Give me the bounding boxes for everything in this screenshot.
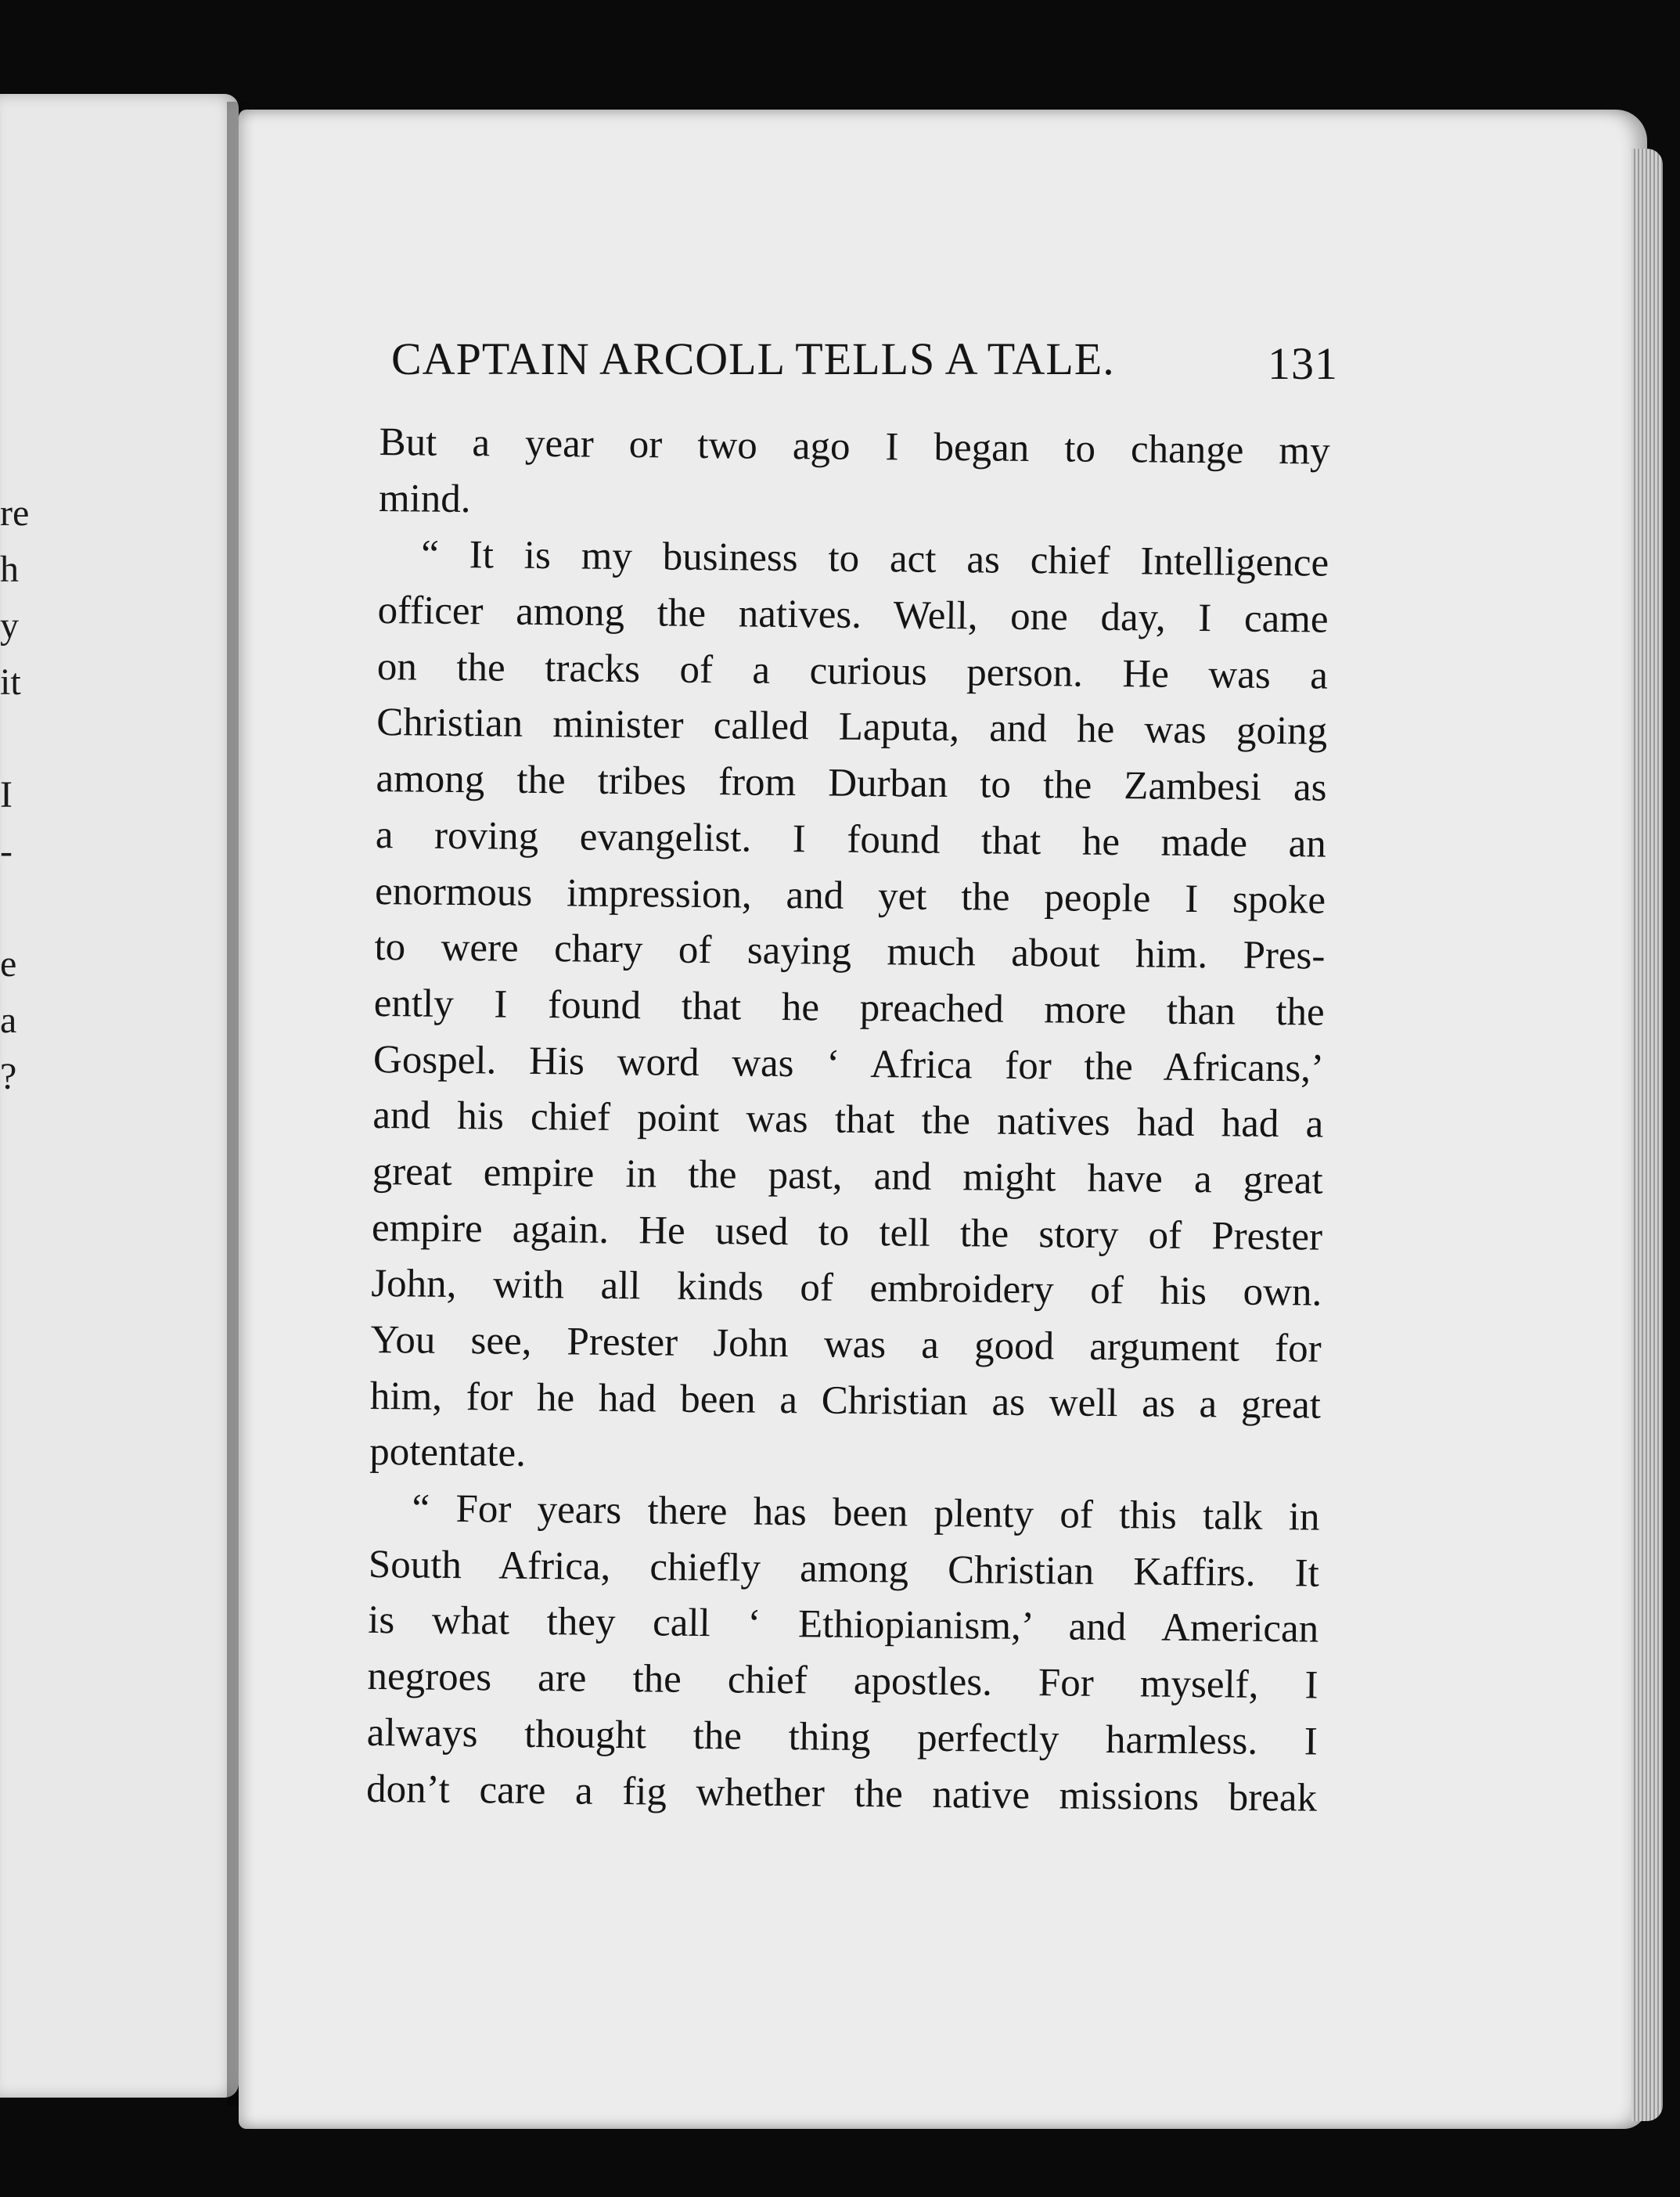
left-fragment: a xyxy=(0,999,17,1041)
text-line: “ For years there has been plenty of this talk in xyxy=(412,1486,1320,1540)
left-fragment: re xyxy=(0,492,30,534)
body-text xyxy=(366,415,1330,1827)
text-line: don’t care a fig whether the native missions break xyxy=(365,1767,1318,1821)
left-page-text-fragments xyxy=(0,485,31,1105)
left-fragment: y xyxy=(0,605,19,646)
left-fragment: I xyxy=(0,774,13,816)
paragraph xyxy=(369,527,1329,1489)
paragraph xyxy=(366,1481,1320,1827)
paragraph xyxy=(379,415,1330,536)
text-line: South Africa, chiefly among Christian Kaffirs. It xyxy=(368,1542,1320,1596)
text-line: Christian minister called Laputa, and he was going xyxy=(376,701,1328,755)
text-line: empire again. He used to tell the story of Prester xyxy=(371,1205,1323,1259)
left-fragment: it xyxy=(0,661,21,703)
text-line: to were chary of saying much about him. Pres- xyxy=(374,925,1326,978)
text-line: him, for he had been a Christian as well as a great xyxy=(369,1374,1322,1428)
page-edge-stack xyxy=(1631,149,1663,2121)
left-facing-page xyxy=(0,94,239,2098)
text-line: mind. xyxy=(378,476,471,521)
text-line: always thought the thing perfectly harmless. I xyxy=(366,1710,1318,1764)
text-line: Gospel. His word was ‘ Africa for the Africans,’ xyxy=(372,1037,1325,1091)
left-fragment: ? xyxy=(0,1056,17,1097)
text-line: enormous impression, and yet the people I spoke xyxy=(374,869,1326,923)
text-line: a roving evangelist. I found that he made an xyxy=(375,812,1327,866)
text-line: on the tracks of a curious person. He was a xyxy=(376,644,1329,698)
text-line: and his chief point was that the natives had had a xyxy=(372,1093,1324,1147)
left-fragment xyxy=(0,880,31,936)
text-line: ently I found that he preached more than the xyxy=(373,981,1325,1035)
text-line: negroes are the chief apostles. For myself, I xyxy=(367,1655,1318,1708)
text-line: among the tribes from Durban to the Zambesi as xyxy=(376,757,1327,810)
text-line: But a year or two ago I began to change my xyxy=(379,420,1330,474)
text-line: You see, Prester John was a good argument for xyxy=(370,1317,1322,1371)
text-line: officer among the natives. Well, one day, I came xyxy=(377,589,1329,642)
text-line: great empire in the past, and might have a great xyxy=(372,1149,1323,1203)
running-header xyxy=(391,333,1338,395)
left-fragment: - xyxy=(0,830,13,872)
left-fragment xyxy=(0,711,31,767)
running-title: CAPTAIN ARCOLL TELLS A TALE. xyxy=(391,333,1115,384)
text-line: John, with all kinds of embroidery of his own. xyxy=(371,1262,1322,1315)
page-number: 131 xyxy=(1268,338,1338,389)
text-line: “ It is my business to act as chief Intelligence xyxy=(421,532,1329,586)
text-line: potentate. xyxy=(369,1430,527,1476)
left-fragment: e xyxy=(0,943,17,985)
left-fragment: h xyxy=(0,549,19,590)
text-line: is what they call ‘ Ethiopianism,’ and American xyxy=(367,1598,1319,1652)
